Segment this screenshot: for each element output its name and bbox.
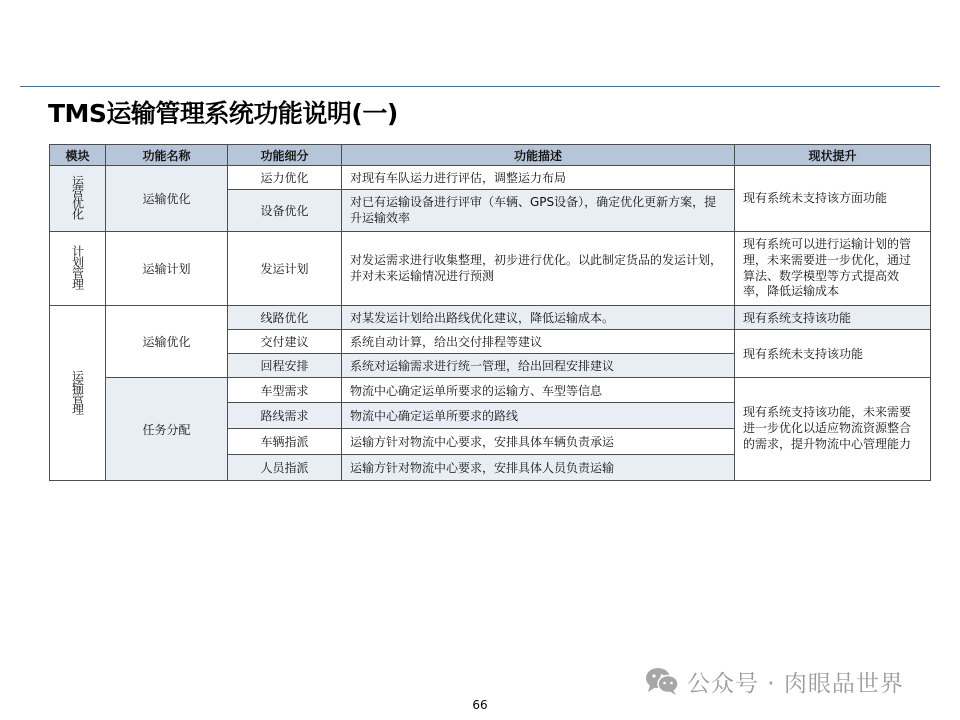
description-cell: 运输方针对物流中心要求，安排具体车辆负责承运 [342,429,735,455]
header-description: 功能描述 [342,145,735,166]
header-module: 模块 [50,145,106,166]
function-name-cell: 运输计划 [106,232,228,306]
status-cell: 现有系统未支持该方面功能 [735,166,931,232]
sub-function-cell: 车型需求 [228,378,342,403]
description-cell: 对某发运计划给出路线优化建议，降低运输成本。 [342,306,735,330]
table-row [50,232,931,306]
function-name-cell: 任务分配 [106,378,228,481]
sub-function-cell: 交付建议 [228,330,342,354]
module-label: 运输管理 [70,369,85,414]
sub-function-cell: 发运计划 [228,232,342,306]
module-label: 计划管理 [70,245,85,289]
module-cell [50,306,106,481]
description-cell: 对现有车队运力进行评估，调整运力布局 [342,166,735,190]
description-cell: 运输方针对物流中心要求，安排具体人员负责运输 [342,455,735,481]
table-row [50,378,931,403]
module-cell [50,166,106,232]
sub-function-cell: 设备优化 [228,190,342,232]
wechat-icon [645,666,679,696]
header-status: 现状提升 [735,145,931,166]
function-name-cell: 运输优化 [106,306,228,378]
module-cell [50,232,106,306]
module-label: 运营优化 [70,175,85,219]
sub-function-cell: 回程安排 [228,354,342,378]
sub-function-cell: 人员指派 [228,455,342,481]
function-table [49,144,931,481]
sub-function-cell: 路线需求 [228,403,342,429]
page-number: 66 [472,698,488,712]
sub-function-cell: 车辆指派 [228,429,342,455]
watermark [645,666,904,696]
description-cell: 对已有运输设备进行评审（车辆、GPS设备），确定优化更新方案，提升运输效率 [342,190,735,232]
sub-function-cell: 运力优化 [228,166,342,190]
function-name-cell: 运输优化 [106,166,228,232]
status-cell: 现有系统支持该功能 [735,306,931,330]
description-cell: 系统自动计算，给出交付排程等建议 [342,330,735,354]
description-cell: 物流中心确定运单所要求的路线 [342,403,735,429]
description-cell: 物流中心确定运单所要求的运输方、车型等信息 [342,378,735,403]
status-cell: 现有系统可以进行运输计划的管理，未来需要进一步优化，通过算法、数学模型等方式提高效率，降低运输成本 [735,232,931,306]
table-header-row [50,145,931,166]
table-row [50,166,931,190]
status-cell: 现有系统支持该功能，未来需要进一步优化以适应物流资源整合的需求，提升物流中心管理能力 [735,378,931,481]
page-title: TMS运输管理系统功能说明(一) [48,99,398,128]
header-function-detail: 功能细分 [228,145,342,166]
sub-function-cell: 线路优化 [228,306,342,330]
table-row [50,306,931,330]
description-cell: 对发运需求进行收集整理，初步进行优化。以此制定货品的发运计划，并对未来运输情况进行预测 [342,232,735,306]
title-divider [20,86,940,87]
header-function-name: 功能名称 [106,145,228,166]
description-cell: 系统对运输需求进行统一管理，给出回程安排建议 [342,354,735,378]
status-cell: 现有系统未支持该功能 [735,330,931,378]
watermark-text: 公众号 · 肉眼品世界 [687,670,904,697]
